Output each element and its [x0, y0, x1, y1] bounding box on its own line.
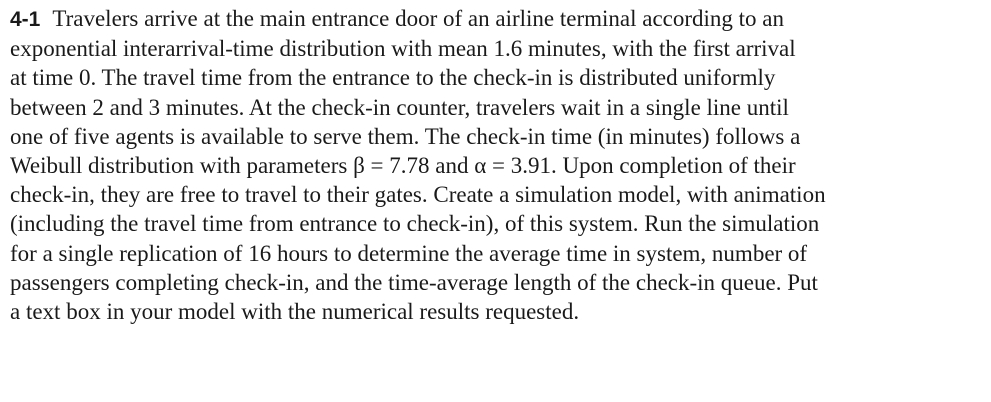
- text-line-6: Weibull distribution with parameters β = 7.78 and α = 3.91. Upon completion of their: [10, 153, 796, 179]
- exercise-number: 4-1: [10, 8, 41, 31]
- text-line-1-body: Travelers arrive at the main entrance door of an airline terminal according to an: [52, 6, 785, 31]
- text-line-5: one of five agents is available to serve them. The check-in time (in minutes) follows a: [10, 123, 801, 149]
- text-line-3: at time 0. The travel time from the entrance to the check-in is distributed uniformly: [10, 65, 776, 91]
- text-line-11: a text box in your model with the numerical results requested.: [10, 299, 580, 325]
- text-line-4: between 2 and 3 minutes. At the check-in counter, travelers wait in a single line until: [10, 94, 789, 120]
- text-line-9: for a single replication of 16 hours to determine the average time in system, number of: [10, 240, 808, 266]
- text-line-2: exponential interarrival-time distribution with mean 1.6 minutes, with the first arrival: [10, 36, 796, 62]
- exercise-4-1: [10, 4, 951, 326]
- text-line-1: [10, 4, 951, 34]
- text-line-8: (including the travel time from entrance to check-in), of this system. Run the simulation: [10, 211, 820, 237]
- text-line-7: check-in, they are free to travel to their gates. Create a simulation model, with animation: [10, 182, 826, 208]
- text-line-10: passengers completing check-in, and the time-average length of the check-in queue. Put: [10, 269, 818, 295]
